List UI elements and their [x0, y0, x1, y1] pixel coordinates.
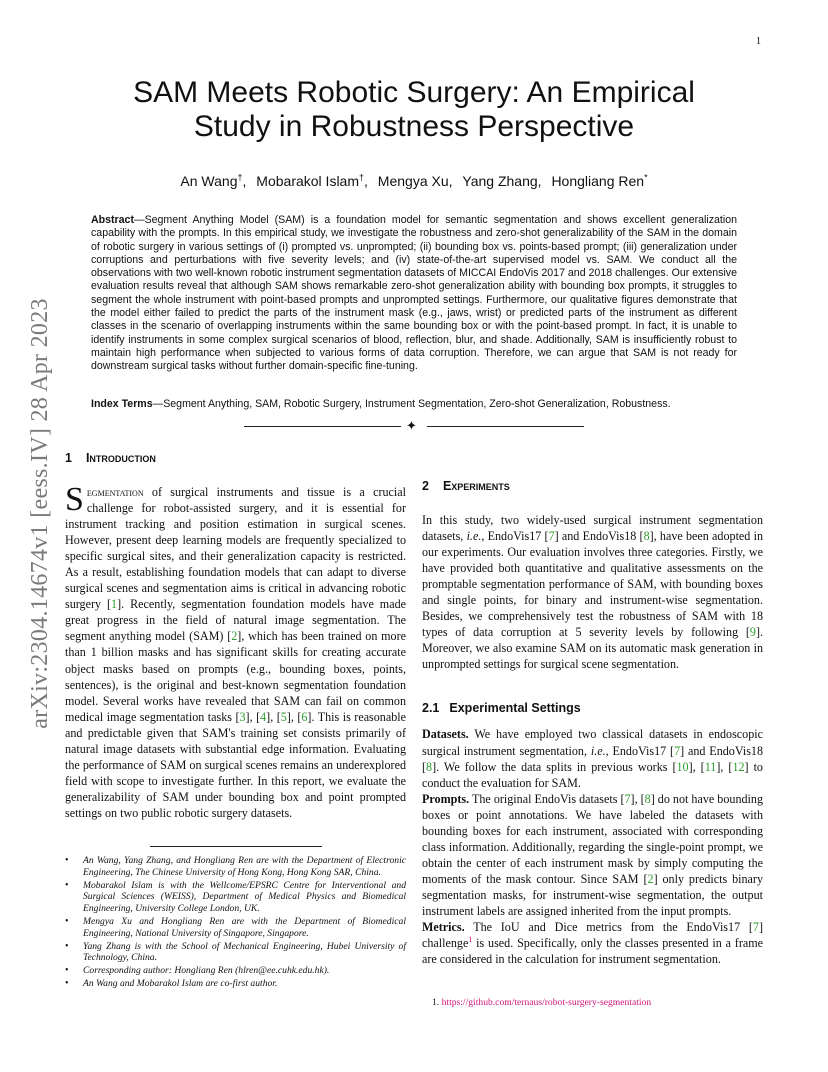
affiliation-item: • Mengya Xu and Hongliang Ren are with the Department of Biomedical Engineering, National University of Singapore, Singapore.: [65, 916, 406, 939]
dropcap: S: [65, 481, 84, 518]
footnote-mark-link[interactable]: 1: [468, 935, 473, 945]
citation-link[interactable]: 3: [239, 709, 246, 724]
author-name: Mengya Xu: [377, 172, 449, 189]
section-title: Introduction: [85, 451, 156, 465]
text-run: i.e.: [590, 743, 606, 758]
text-run: ]. We follow the data splits in previous works [: [432, 759, 677, 774]
text-run: ] challenge: [422, 920, 763, 951]
text-run: ], [: [286, 709, 302, 724]
abstract: [91, 214, 737, 374]
text-run: of surgical instruments and tissue is a crucial challenge for robot-assisted surgery, and it is essential for instrument tracking and position estimation in surgical scenes. However, present deep learning models are frequently specialized to specific surgical sites, and their generalization capacity is restricted. As a result, establishing foundation models that can adapt to diverse surgical scenes and segmentation aims is critical in advancing robotic surgery [: [65, 485, 406, 612]
experiments-heading: [422, 478, 763, 494]
author: Mengya Xu,: [377, 172, 453, 189]
citation-link[interactable]: 7: [548, 529, 555, 544]
footnote-number: 1.: [432, 997, 440, 1008]
index-terms-text: —Segment Anything, SAM, Robotic Surgery, Instrument Segmentation, Zero-shot Generalization, Robustness.: [152, 398, 671, 410]
right-column: [422, 478, 763, 967]
text-run: is used. Specifically, only the classes presented in a frame are considered in the calculation for instrument segmentation.: [422, 936, 763, 967]
citation-link[interactable]: 9: [749, 625, 756, 640]
metrics-paragraph: [422, 919, 763, 967]
introduction-heading: [65, 450, 406, 466]
text-run: ], [: [630, 791, 645, 806]
text-run: ] and EndoVis18 [: [554, 529, 644, 544]
author-list: [80, 172, 748, 189]
abstract-text: —Segment Anything Model (SAM) is a foundation model for semantic segmentation and shows excellent generalization capability with the prompts. In this empirical study, we investigate the robustness and zero-shot generalizability of the SAM in the domain of robotic surgery in various settings of (i) prompted vs. unprompted; (ii) bounding box vs. points-based prompt; (iii) generalization under corruptions and perturbations with five severity levels; and (iv) state-of-the-art supervised model vs. SAM. We conduct all the observations with two well-known robotic instrument segmentation datasets of MICCAI EndoVis 2017 and 2018 challenges. Our extensive evaluation results reveal that although SAM shows remarkable zero-shot generalization ability with bounding box prompts, it struggles to segment the whole instrument with point-based prompts and unprompted settings. Furthermore, our qualitative figures demonstrate that the model either failed to predict the parts of the instrument mask (e.g., jaws, wrist) or predicted parts of the instrument as different classes in the scenario of overlapping instruments within the same bounding box or with the point-based prompt. In fact, it is unable to identify instruments in some complex surgical scenarios of blood, reflection, blur, and shade. Additionally, SAM is insufficiently robust to maintain high performance when subjected to various forms of data corruption. Therefore, we can argue that SAM is not ready for downstream surgical tasks without further domain-specific fine-tuning.: [91, 214, 737, 373]
author: [551, 173, 647, 189]
text-run: ] and EndoVis18 [: [422, 743, 764, 774]
text-run: ], [: [245, 709, 261, 724]
paragraph-label: Metrics.: [422, 920, 465, 935]
citation-link[interactable]: 1: [111, 597, 118, 612]
section-number: 2: [422, 479, 429, 493]
author-name: Hongliang Ren: [551, 172, 645, 189]
abstract-label: Abstract: [91, 214, 134, 226]
text-run: , EndoVis17 [: [605, 743, 675, 758]
citation-link[interactable]: 10: [676, 759, 689, 774]
left-column: [65, 450, 406, 821]
citation-link[interactable]: 4: [260, 709, 267, 724]
section-title: Experiments: [442, 479, 510, 493]
text-run: ]. Recently, segmentation foundation models have made great progress in the field of natural image segmentation. The segment anything model (SAM) [: [65, 597, 406, 644]
author-name: An Wang: [180, 172, 238, 189]
text-run: ]. Moreover, we also examine SAM on its automatic mask generation in unprompted settings for surgical scene segmentation.: [422, 625, 763, 672]
text-run: ], [: [266, 709, 281, 724]
paper-title: [80, 76, 748, 144]
text-run: The original EndoVis datasets [: [469, 791, 625, 806]
affiliation-item: • An Wang and Mobarakol Islam are co-first author.: [65, 978, 406, 990]
citation-link[interactable]: 8: [644, 791, 651, 806]
text-run: ] only predicts binary segmentation masks, for instrument-wise segmentation, the output instrument labels are assigned inherited from the input prompts.: [422, 871, 764, 918]
author: Yang Zhang,: [462, 172, 542, 189]
affiliation-item: • Corresponding author: Hongliang Ren (hlren@ee.cuhk.edu.hk).: [65, 965, 406, 977]
citation-link[interactable]: 8: [426, 759, 433, 774]
text-run: ] to conduct the evaluation for SAM.: [422, 759, 763, 790]
text-run: ], have been adopted in our experiments. Our evaluation involves three categories. Firstly, we have provided both quantitative and qualitative assessments on the promptable segmentation performance of SAM, with bounding boxes and single points, for binary and instrument-wise segmentation. Besides, we comprehensively test the robustness of SAM with 18 types of data corruption at 5 severity levels by following [: [422, 529, 763, 640]
author: Mobarakol Islam†,: [256, 172, 368, 189]
text-run: ]. This is reasonable and predictable given that SAM's training set consists primarily of natural image datasets with substantial edge information. Evaluating the performance of SAM on surgical scenes remains an underexplored field with scope to investigate further. In this report, we evaluate the generalizability of SAM under bounding box and point prompted settings on two public robotic surgery datasets.: [65, 709, 406, 820]
text-run: We have employed two classical datasets in endoscopic surgical instrument segmentation,: [422, 727, 763, 758]
subsection-number: 2.1: [422, 701, 440, 716]
citation-link[interactable]: 8: [643, 529, 650, 544]
arxiv-stamp: [22, 286, 58, 741]
affiliation-item: • An Wang, Yang Zhang, and Hongliang Ren are with the Department of Electronic Engineering, The Chinese University of Hong Kong, Hong Kong SAR, China.: [65, 855, 406, 878]
citation-link[interactable]: 7: [752, 920, 759, 935]
index-terms: [91, 398, 737, 411]
section-separator: [244, 418, 584, 434]
separator-rule-right: [427, 426, 584, 427]
citation-link[interactable]: 12: [732, 759, 745, 774]
citation-link[interactable]: 7: [674, 743, 681, 758]
experiments-paragraph: [422, 512, 763, 672]
paragraph-label: Datasets.: [422, 727, 469, 742]
citation-link[interactable]: 2: [647, 871, 654, 886]
author-mark: *: [644, 172, 648, 182]
experimental-settings-heading: [422, 700, 763, 716]
citation-link[interactable]: 5: [280, 709, 287, 724]
author-mark: †: [359, 172, 365, 182]
affiliation-item: • Yang Zhang is with the School of Mechanical Engineering, Hubei University of Technology, China.: [65, 941, 406, 964]
text-run: , EndoVis17 [: [481, 529, 549, 544]
section-number: 1: [65, 451, 72, 465]
author: An Wang†,: [180, 172, 247, 189]
title-line-2: Study in Robustness Perspective: [193, 110, 635, 143]
separator-diamond-icon: ✦: [406, 418, 417, 433]
text-run: In this study, two widely-used surgical instrument segmentation datasets,: [422, 513, 763, 544]
affiliation-item: • Mobarakol Islam is with the Wellcome/EPSRC Centre for Interventional and Surgical Sciences (WEISS), Department of Medical Physics and Biomedical Engineering, University College London, UK.: [65, 880, 406, 915]
citation-link[interactable]: 11: [704, 759, 717, 774]
title-line-1: SAM Meets Robotic Surgery: An Empirical: [133, 76, 695, 109]
arxiv-stamp-text: arXiv:2304.14674v1 [eess.IV] 28 Apr 2023: [26, 298, 53, 729]
text-run: The IoU and Dice metrics from the EndoVis17 [: [464, 920, 753, 935]
text-run: ], [: [716, 759, 733, 774]
text-run: ], [: [688, 759, 705, 774]
separator-rule-left: [244, 426, 401, 427]
author-mark: †: [237, 172, 243, 182]
datasets-paragraph: [422, 726, 763, 790]
index-terms-label: Index Terms: [91, 398, 153, 410]
footnote: [432, 997, 651, 1008]
author-name: Mobarakol Islam: [256, 172, 359, 189]
subsection-title: Experimental Settings: [449, 701, 581, 716]
author-name: Yang Zhang: [462, 172, 538, 189]
text-run: ] do not have bounding boxes or point annotations. We have labeled the datasets with bounding boxes for each instrument, associated with corresponding class information. Additionally, regarding the single-point prompt, we obtain the center of each instrument mask by simply computing the moments of the mask contour. Since SAM [: [422, 791, 763, 886]
text-run: i.e.: [466, 529, 482, 544]
footnote-rule: [150, 846, 322, 847]
introduction-paragraph: [65, 481, 407, 821]
text-run: ], which has been trained on more than 1 billion masks and has significant skills for creating accurate object masks based on prompts (e.g., bounding boxes, points, sentences), is the original and best-known segmentation foundation model. Several works have revealed that SAM can fail on common medical image segmentation tasks [: [65, 629, 407, 724]
citation-link[interactable]: 6: [301, 709, 308, 724]
lead-word: egmentation: [86, 485, 144, 499]
page-number: 1: [756, 36, 761, 47]
affiliation-list: [65, 855, 406, 992]
prompts-paragraph: [422, 791, 763, 919]
citation-link[interactable]: 7: [624, 791, 631, 806]
footnote-url-link[interactable]: https://github.com/ternaus/robot-surgery-segmentation: [441, 997, 652, 1008]
paragraph-label: Prompts.: [422, 791, 470, 806]
citation-link[interactable]: 2: [231, 629, 238, 644]
